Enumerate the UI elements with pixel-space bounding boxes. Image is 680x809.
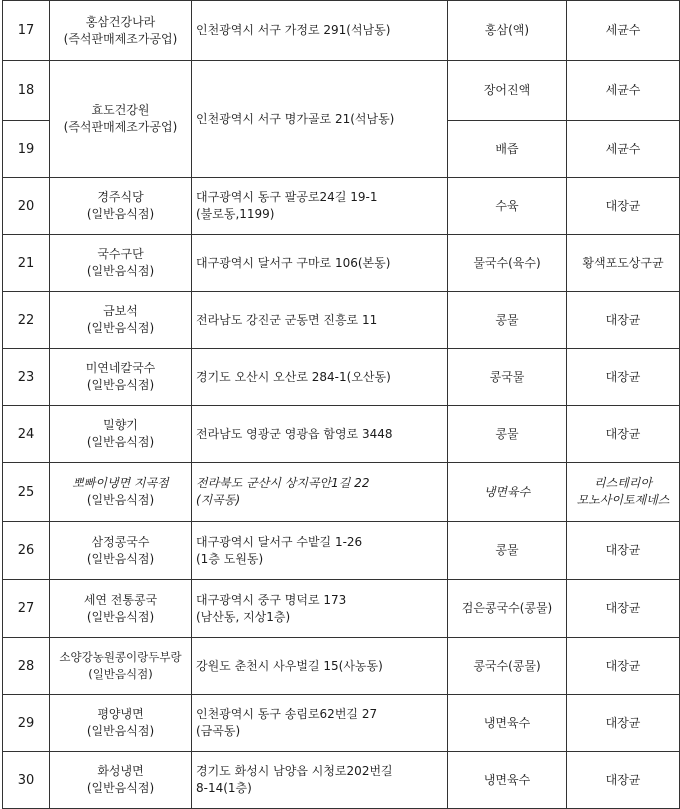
address-line-1: 대구광역시 달서구 수밭길 1-26 <box>196 534 363 549</box>
business-name: 세연 전통콩국 <box>83 592 158 607</box>
food-item: 콩국물 <box>448 349 567 406</box>
business-cell <box>50 406 192 463</box>
bacteria-line-1: 리스테리아 <box>594 476 652 490</box>
table-row <box>3 752 680 809</box>
food-item: 콩물 <box>448 522 567 580</box>
bacteria: 대장균 <box>567 752 680 809</box>
business-type: (일반음식점) <box>86 781 155 795</box>
business-cell <box>50 638 192 695</box>
table-row <box>3 235 680 292</box>
bacteria: 대장균 <box>567 522 680 580</box>
table-row <box>3 349 680 406</box>
address-cell <box>192 1 448 61</box>
row-number: 24 <box>3 406 50 463</box>
address-line-1: 전라남도 영광군 영광읍 함영로 3448 <box>196 426 393 441</box>
address-line-1: 대구광역시 동구 팔공로24길 19-1 <box>196 190 378 204</box>
business-cell <box>50 463 192 522</box>
address-cell <box>192 292 448 349</box>
business-type: (일반음식점) <box>86 321 155 335</box>
address-line-2: (지곡동) <box>196 493 241 507</box>
business-type: (일반음식점) <box>86 264 155 278</box>
table-row <box>3 580 680 638</box>
food-item: 배즙 <box>448 121 567 178</box>
business-cell <box>50 349 192 406</box>
address-line-2: (금곡동) <box>196 724 241 738</box>
bacteria: 세균수 <box>567 1 680 61</box>
food-item: 냉면육수 <box>448 695 567 752</box>
inspection-results-table <box>2 0 680 809</box>
row-number: 20 <box>3 178 50 235</box>
bacteria: 대장균 <box>567 580 680 638</box>
address-line-2: 8-14(1층) <box>196 781 252 795</box>
business-name: 홍삼건강나라 <box>85 14 156 29</box>
bacteria: 대장균 <box>567 638 680 695</box>
business-type: (일반음식점) <box>86 435 155 449</box>
business-type: (즉석판매제조가공업) <box>63 120 178 134</box>
food-item: 콩국수(콩물) <box>448 638 567 695</box>
address-line-1: 대구광역시 달서구 구마로 106(본동) <box>196 255 391 270</box>
row-number: 17 <box>3 1 50 61</box>
table-row <box>3 178 680 235</box>
row-number: 21 <box>3 235 50 292</box>
food-item: 콩물 <box>448 406 567 463</box>
business-name: 미연네칼국수 <box>85 361 156 375</box>
bacteria: 대장균 <box>567 349 680 406</box>
table-row <box>3 522 680 580</box>
row-number: 29 <box>3 695 50 752</box>
address-cell <box>192 580 448 638</box>
address-cell <box>192 349 448 406</box>
address-cell <box>192 695 448 752</box>
address-cell <box>192 522 448 580</box>
row-number: 22 <box>3 292 50 349</box>
food-item: 홍삼(액) <box>448 1 567 61</box>
business-name: 밀향기 <box>103 418 138 432</box>
address-line-2: (불로동,1199) <box>196 207 275 221</box>
address-line-1: 강원도 춘천시 사우벌길 15(사농동) <box>196 658 383 673</box>
business-name: 삼정콩국수 <box>91 534 150 549</box>
food-item: 장어진액 <box>448 61 567 121</box>
business-cell <box>50 695 192 752</box>
food-item: 물국수(육수) <box>448 235 567 292</box>
address-cell <box>192 61 448 178</box>
address-cell <box>192 638 448 695</box>
address-line-1: 인천광역시 서구 가정로 291(석남동) <box>196 23 391 37</box>
business-name: 평양냉면 <box>97 707 144 721</box>
address-line-1: 인천광역시 동구 송림로62번길 27 <box>196 707 378 721</box>
row-number: 28 <box>3 638 50 695</box>
address-line-1: 대구광역시 중구 명덕로 173 <box>196 592 347 607</box>
address-line-2: (남산동, 지상1층) <box>196 609 291 624</box>
bacteria-cell <box>567 463 680 522</box>
food-item: 수육 <box>448 178 567 235</box>
food-item: 냉면육수 <box>448 463 567 522</box>
address-cell <box>192 406 448 463</box>
row-number: 19 <box>3 121 50 178</box>
bacteria: 대장균 <box>567 695 680 752</box>
table-row <box>3 61 680 121</box>
business-name: 국수구단 <box>97 247 144 261</box>
business-type: (일반음식점) <box>86 378 155 392</box>
row-number: 23 <box>3 349 50 406</box>
bacteria: 대장균 <box>567 178 680 235</box>
table-row <box>3 292 680 349</box>
address-line-1: 전라남도 강진군 군동면 진흥로 11 <box>196 312 378 327</box>
business-type: (일반음식점) <box>86 609 155 624</box>
row-number: 25 <box>3 463 50 522</box>
bacteria: 대장균 <box>567 406 680 463</box>
table-row <box>3 463 680 522</box>
business-name: 효도건강원 <box>91 103 150 117</box>
business-name: 뽀빠이냉면 지곡점 <box>72 476 169 490</box>
row-number: 27 <box>3 580 50 638</box>
address-line-1: 인천광역시 서구 명가골로 21(석남동) <box>196 111 395 126</box>
table-row <box>3 406 680 463</box>
address-cell <box>192 752 448 809</box>
business-name: 경주식당 <box>97 190 144 204</box>
row-number: 18 <box>3 61 50 121</box>
bacteria: 대장균 <box>567 292 680 349</box>
business-cell <box>50 61 192 178</box>
business-cell <box>50 235 192 292</box>
row-number: 30 <box>3 752 50 809</box>
address-cell <box>192 463 448 522</box>
table-row <box>3 1 680 61</box>
business-name: 금보석 <box>103 304 138 318</box>
business-cell <box>50 580 192 638</box>
address-line-2: (1층 도원동) <box>196 551 264 566</box>
business-name: 화성냉면 <box>97 764 144 778</box>
business-type: (일반음식점) <box>88 667 153 681</box>
business-type: (즉석판매제조가공업) <box>63 31 178 46</box>
bacteria: 세균수 <box>567 61 680 121</box>
business-cell <box>50 752 192 809</box>
business-type: (일반음식점) <box>86 724 155 738</box>
bacteria: 세균수 <box>567 121 680 178</box>
business-type: (일반음식점) <box>86 551 155 566</box>
table-row <box>3 695 680 752</box>
food-item: 콩물 <box>448 292 567 349</box>
business-cell <box>50 1 192 61</box>
business-cell <box>50 292 192 349</box>
address-line-1: 경기도 오산시 오산로 284-1(오산동) <box>196 369 391 384</box>
address-cell <box>192 235 448 292</box>
address-line-1: 전라북도 군산시 상지곡안1길 22 <box>196 476 370 490</box>
address-cell <box>192 178 448 235</box>
business-name: 소양강농원콩이랑두부랑 <box>59 650 182 664</box>
address-line-1: 경기도 화성시 남양읍 시청로202번길 <box>196 764 393 778</box>
food-item: 검은콩국수(콩물) <box>448 580 567 638</box>
food-item: 냉면육수 <box>448 752 567 809</box>
business-cell <box>50 522 192 580</box>
bacteria-line-2: 모노사이토제네스 <box>576 493 670 507</box>
business-cell <box>50 178 192 235</box>
table-row <box>3 638 680 695</box>
bacteria: 황색포도상구균 <box>567 235 680 292</box>
business-type: (일반음식점) <box>86 207 155 221</box>
business-type: (일반음식점) <box>86 493 155 507</box>
row-number: 26 <box>3 522 50 580</box>
